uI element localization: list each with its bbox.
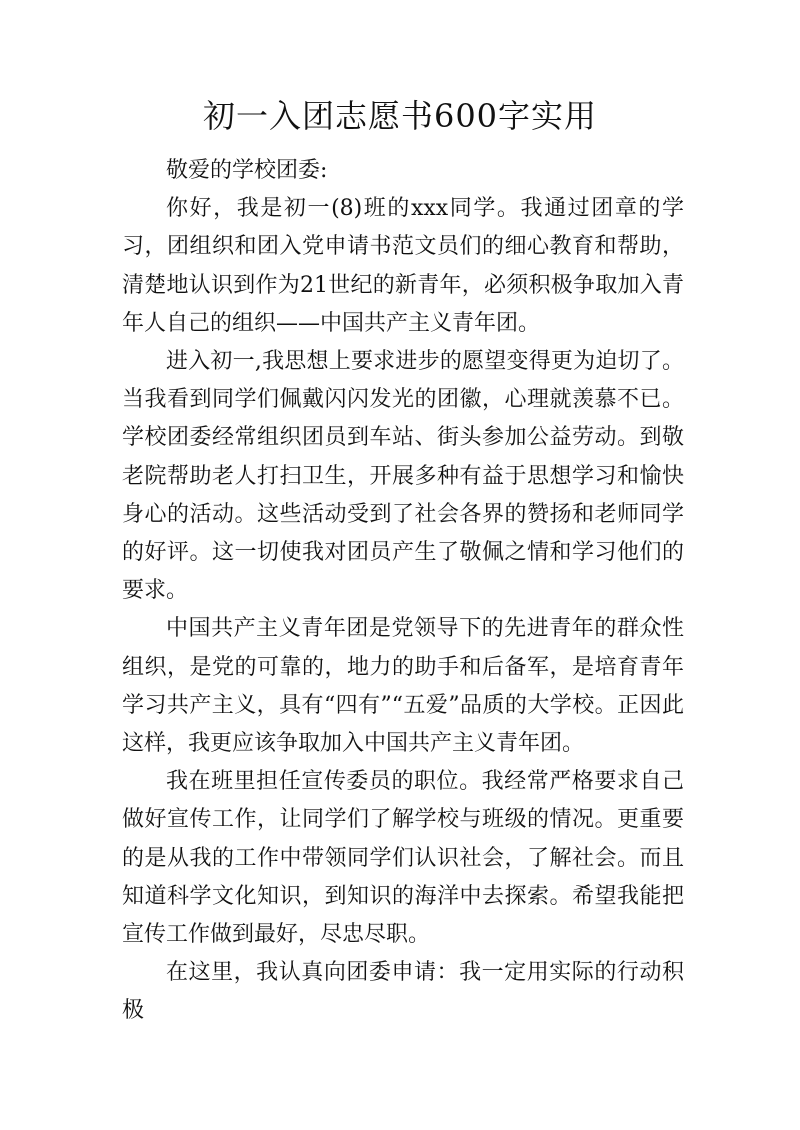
salutation: 敬爱的学校团委: (166, 158, 328, 183)
paragraph-class-role: 我在班里担任宣传委员的职位。我经常严格要求自己做好宣传工作，让同学们了解学校与班级的情况。更重要的是从我的工作中带领同学们认识社会，了解社会。而且知道科学文化知识，到知识的海洋中去探索。希望我能把宣传工作做到最好，尽忠尽职。 (122, 769, 684, 948)
paragraph-application: 在这里，我认真向团委申请：我一定用实际的行动积极 (122, 960, 684, 1024)
document-body (122, 152, 684, 1031)
paragraph-league-nature: 中国共产主义青年团是党领导下的先进青年的群众性组织，是党的可靠的，地力的助手和后备军，是培育青年学习共产主义，具有“四有”“五爱”品质的大学校。正因此这样，我更应该争取加入中国共产主义青年团。 (122, 616, 684, 757)
document-title: 初一入团志愿书600字实用 (202, 97, 598, 135)
paragraph-motivation: 进入初一,我思想上要求进步的愿望变得更为迫切了。当我看到同学们佩戴闪闪发光的团徽，心理就羡慕不已。学校团委经常组织团员到车站、街头参加公益劳动。到敬老院帮助老人打扫卫生，开展多种有益于思想学习和愉快身心的活动。这些活动受到了社会各界的赞扬和老师同学的好评。这一切使我对团员产生了敬佩之情和学习他们的要求。 (122, 349, 684, 604)
paragraph-intro: 你好，我是初一(8)班的xxx同学。我通过团章的学习，团组织和团入党申请书范文员们的细心教育和帮助，清楚地认识到作为21世纪的新青年，必须积极争取加入青年人自己的组织——中国共产主义青年团。 (122, 196, 684, 336)
